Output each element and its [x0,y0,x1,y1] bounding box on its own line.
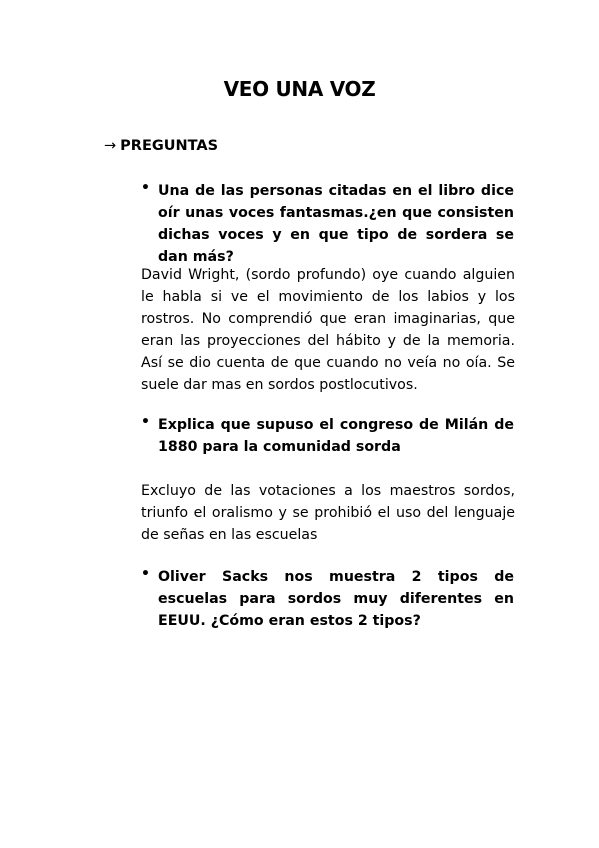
question-item [141,566,514,632]
question-text: Una de las personas citadas en el libro dice oír unas voces fantasmas.¿en que consisten dichas voces y en que tipo de sordera se dan más? [158,183,514,265]
section-heading-label: PREGUNTAS [120,138,219,154]
question-text: Oliver Sacks nos muestra 2 tipos de escuelas para sordos muy diferentes en EEUU. ¿Cómo eran estos 2 tipos? [158,569,514,629]
answer-paragraph: David Wright, (sordo profundo) oye cuando alguien le habla si ve el movimiento de los labios y los rostros. No comprendió que eran imaginarias, que eran las proyecciones del hábito y de la memoria. Así se dio cuenta de que cuando no veía no oía. Se suele dar mas en sordos postlocutivos. [141,267,515,393]
bullet-icon: • [141,180,150,196]
question-text: Explica que supuso el congreso de Milán de 1880 para la comunidad sorda [158,417,514,455]
question-item [141,180,514,268]
bullet-icon: • [141,566,150,582]
question-item [141,414,514,458]
right-arrow-icon: → [104,138,117,154]
section-heading [104,138,218,154]
document-title: VEO UNA VOZ [223,77,376,101]
bullet-icon: • [141,414,150,430]
answer-paragraph: Excluyo de las votaciones a los maestros sordos, triunfo el oralismo y se prohibió el uso del lenguaje de señas en las escuelas [141,483,515,543]
